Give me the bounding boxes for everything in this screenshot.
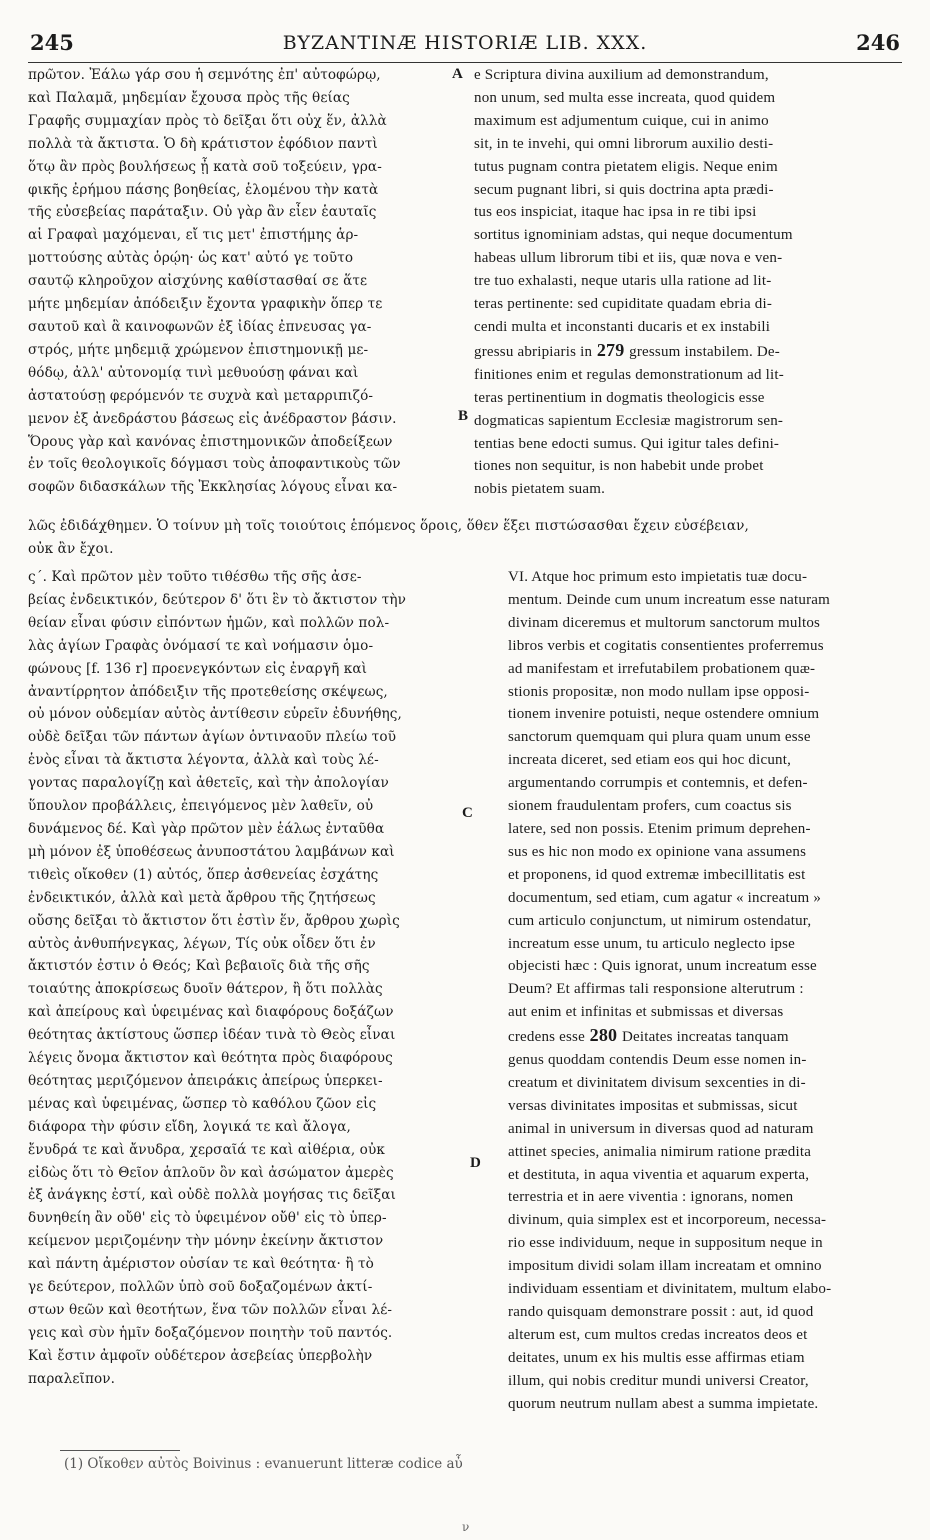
greek-bottom-line: θεότητας μεριζόμενον ἀπειράκις ἀπείρως ὑπερκει- <box>28 1072 383 1089</box>
signature-mark: ν <box>462 1520 470 1534</box>
latin-top-line: teras pertinente: sed cupiditate quadam ebria di- <box>474 296 773 313</box>
greek-bottom-line: ἀναντίρρητον ἀπόδειξιν τῆς προτεθείσης σκέψεως, <box>28 683 388 700</box>
latin-column-bottom <box>508 566 908 1416</box>
greek-top-line: Ὅρους γὰρ καὶ κανόνας ἐπιστημονικῶν ἀποδείξεων <box>28 433 393 450</box>
latin-top-line: maximum est adjumentum cuique, cui in animo <box>474 112 769 129</box>
greek-bottom-line: βείας ἐνδεικτικόν, δεύτερον δ' ὅτι ἓν τὸ ἄκτιστον τὴν <box>28 591 407 608</box>
greek-bottom-line: αὐτὸς ἀνθυπήνεγκας, λέγων, Τίς οὐκ οἶδεν ὅτι ἐν <box>28 935 376 952</box>
running-header <box>28 28 902 63</box>
greek-top-line: σοφῶν διδασκάλων τῆς Ἐκκλησίας λόγους εἶναι κα- <box>28 479 398 496</box>
latin-top-line: teras pertinentium in dogmatis theologicis esse <box>474 389 765 406</box>
latin-top-line: tentias bene edocti sumus. Qui igitur tales defini- <box>474 435 780 452</box>
greek-top-line: ὅτῳ ἂν πρὸς βουλήσεως ᾖ κατὰ σοῦ τοξεύειν, γρα- <box>28 158 382 175</box>
greek-spanning-lines <box>28 515 908 561</box>
latin-bottom-line: terrestria et in aere viventia : ignorans, nomen <box>508 1189 794 1206</box>
latin-top-line: nobis pietatem suam. <box>474 481 606 498</box>
greek-bottom-line: μὴ μόνον ἐξ ὑποθέσεως ἀνυποστάτου λαμβάνων καὶ <box>28 843 395 860</box>
margin-marker-b: B <box>458 408 469 424</box>
latin-top-line-part: gressum instabilem. De- <box>629 343 780 360</box>
greek-bottom-line: μένας καὶ ὑφειμένας, ὥσπερ τὸ καθόλου ζῶον εἰς <box>28 1095 377 1112</box>
latin-bottom-line <box>508 1024 908 1049</box>
latin-top-line <box>474 339 904 364</box>
greek-bottom-line: καὶ ἀπείρους καὶ ὑφειμένας καὶ διαφόρους δοξάζων <box>28 1004 394 1021</box>
greek-top-line: ἐν τοῖς θεολογικοῖς δόγμασι τοὺς ἀποφαντικοὺς τῶν <box>28 456 401 473</box>
latin-bottom-line-part: Deitates increatas tanquam <box>621 1029 789 1046</box>
greek-bottom-line: φώνους [f. 136 r] προενεγκόντων εἰς ἐναργῆ καὶ <box>28 660 368 677</box>
latin-bottom-line: individuam essentiam et divinitatem, multum elabo- <box>508 1281 832 1298</box>
latin-top-line: cendi multa et inconstanti ducaris et ex instabili <box>474 318 771 335</box>
greek-bottom-line: τοιαύτης ἀποκρίσεως δυοῖν θάτερον, ἢ ὅτι πολλὰς <box>28 981 383 998</box>
footnote-rule <box>60 1450 180 1451</box>
latin-bottom-line: versas divinitates impositas et submissas, sicut <box>508 1097 798 1114</box>
latin-top-line: finitiones enim et regulas demonstrationum ad lit- <box>474 366 784 383</box>
greek-bottom-line: θεότητας ἀκτίστους ὥσπερ ἰδέαν τινὰ τὸ Θεὸς εἶναι <box>28 1027 396 1044</box>
greek-bottom-line: ἐνδεικτικόν, ἀλλὰ καὶ μετὰ ἄρθρου τῆς ζητήσεως <box>28 889 376 906</box>
greek-top-line: μενον ἐξ ἀνεδράστου βάσεως εἰς ἀνέδραστον βάσιν. <box>28 410 397 427</box>
latin-bottom-line: et proponens, id quod extremæ imbecillitatis est <box>508 866 806 883</box>
latin-bottom-line: divinum, quia simplex est et incorporeum, necessa- <box>508 1212 827 1229</box>
greek-bottom-line: καὶ πάντη ἀμέριστον οὐσίαν τε καὶ θεότητα· ἢ τὸ <box>28 1256 374 1273</box>
latin-bottom-line: libros verbis et cogitatis consentientes proferremus <box>508 637 824 654</box>
greek-top-line: καὶ Παλαμᾶ, μηδεμίαν ἔχουσα πρὸς τῆς θείας <box>28 89 350 106</box>
latin-bottom-line: documentum, sed etiam, cum agatur « increatum » <box>508 889 822 906</box>
latin-bottom-line: sus es hic non modo ex opinione vana assumens <box>508 843 807 860</box>
page-marker: 279 <box>592 339 630 360</box>
greek-span-line: λῶς ἐδιδάχθημεν. Ὁ τοίνυν μὴ τοῖς τοιούτοις ἑπόμενος ὅροις, ὅθεν ἕξει πιστώσασθαι ἔχειν εὐσέβειαν, <box>28 518 749 534</box>
latin-top-line: tre tuo exhalasti, neque utaris ulla ratione ad lit- <box>474 273 772 290</box>
latin-column-top <box>474 64 904 501</box>
latin-bottom-line: increata diceret, sed etiam eos qui hoc dicunt, <box>508 752 792 769</box>
latin-bottom-line: creatum et divinitatem divisum sexcenties in di- <box>508 1074 806 1091</box>
latin-bottom-line: sionem fraudulentam profers, cum coactus sis <box>508 798 792 815</box>
latin-bottom-line-part: credens esse <box>508 1029 585 1046</box>
latin-bottom-line: mentum. Deinde cum unum increatum esse naturam <box>508 591 831 608</box>
greek-bottom-line: διάφορα τὴν φύσιν εἴδη, λογικά τε καὶ ἄλογα, <box>28 1118 351 1135</box>
latin-top-line: non unum, sed multa esse increata, quod quidem <box>474 89 776 106</box>
greek-bottom-line: γε δεύτερον, πολλῶν ὑπὸ σοῦ δοξαζομένων ἀκτί- <box>28 1279 373 1296</box>
latin-bottom-line: increatum esse unum, tu articulo neglecto ipse <box>508 935 796 952</box>
latin-bottom-line: VI. Atque hoc primum esto impietatis tuæ docu- <box>508 569 808 585</box>
latin-bottom-line: attinet species, animalia nimirum ratione prædita <box>508 1143 812 1160</box>
greek-top-line: θόδῳ, ἀλλ' αὐτονομίᾳ τινὶ μεθυούσῃ φάναι καὶ <box>28 364 359 381</box>
latin-bottom-line: rio esse individuum, neque in suppositum neque in <box>508 1235 823 1252</box>
greek-top-line: τῆς εὐσεβείας παράταξιν. Οὐ γὰρ ἂν εἶεν ἑαυταῖς <box>28 204 377 221</box>
greek-bottom-line: στων θεῶν καὶ θεοτήτων, ἕνα τῶν πολλῶν εἶναι λέ- <box>28 1302 393 1318</box>
latin-top-line: tiones non sequitur, is non habebit unde probet <box>474 458 764 475</box>
latin-top-line: tutus pugnam contra pietatem eligis. Neque enim <box>474 158 778 175</box>
margin-marker-a: A <box>452 66 463 82</box>
greek-bottom-line: δυνηθείη ἂν οὔθ' εἰς τὸ ὑφειμένον οὔθ' εἰς τὸ ὑπερ- <box>28 1210 387 1227</box>
greek-top-line: σαυτοῦ καὶ ἃ καινοφωνῶν ἐξ ἰδίας ἐπνευσας γα- <box>28 318 372 335</box>
page-number-left: 245 <box>30 30 74 55</box>
greek-top-line: πρῶτον. Ἐάλω γάρ σου ἡ σεμνότης ἐπ' αὐτοφώρῳ, <box>28 67 381 83</box>
greek-column-top <box>28 64 468 499</box>
greek-bottom-line: λέγεις ὄνομα ἄκτιστον καὶ θεότητα πρὸς διαφόρους <box>28 1050 393 1067</box>
greek-bottom-line: ἔνυδρά τε καὶ ἄνυδρα, χερσαῖά τε καὶ αἰθέρια, οὐκ <box>28 1141 385 1158</box>
page-marker: 280 <box>584 1025 622 1046</box>
latin-top-line: sit, in te invehi, qui omni librorum auxilio desti- <box>474 135 774 152</box>
greek-top-line: σαυτῷ κληροῦχον αἰσχύνης καθίστασθαί σε ἅτε <box>28 273 368 290</box>
latin-top-line-part: gressu abripiaris in <box>474 343 593 360</box>
latin-top-line: secum pugnant libri, si quis doctrina apta prædi- <box>474 181 774 198</box>
latin-bottom-line: argumentando corrumpis et contemnis, et defen- <box>508 775 808 792</box>
greek-bottom-line: λὰς ἁγίων Γραφὰς ὀνόμασί τε καὶ νοήμασιν ὁμο- <box>28 637 374 654</box>
latin-bottom-line: et destituta, in aqua viventia et aquarum experta, <box>508 1166 810 1183</box>
greek-column-bottom <box>28 566 468 1391</box>
latin-bottom-line: genus quoddam contendis Deum esse nomen in- <box>508 1052 807 1069</box>
latin-top-line: tus eos inspiciat, itaque hac ipsa in re tibi ipsi <box>474 204 757 221</box>
greek-bottom-line: οὔσης δεῖξαι τὸ ἄκτιστον ὅτι ἐστὶν ἕν, ἄρθρου χωρὶς <box>28 912 400 929</box>
footnote: (1) Οἴκοθεν αὐτὸς Boivinus : evanuerunt litteræ codice aὖ <box>64 1456 463 1472</box>
latin-bottom-line: sanctorum quemquam qui plura quam unum esse <box>508 729 811 746</box>
greek-top-line: αἱ Γραφαὶ μαχόμεναι, εἴ τις μετ' ἐπιστήμης ἁρ- <box>28 227 359 244</box>
greek-bottom-line: θείαν εἶναι φύσιν εἰπόντων ἡμῶν, καὶ πολλῶν πολ- <box>28 614 390 631</box>
greek-top-line: μήτε μηδεμίαν ἀπόδειξιν ἔχοντα γραφικὴν ὅπερ τε <box>28 296 383 313</box>
latin-top-line: habeas ullum librorum tibi et iis, quæ nova e ven- <box>474 250 783 267</box>
margin-marker-c: C <box>462 805 473 821</box>
greek-top-line: πολλὰ τὰ ἄκτιστα. Ὁ δὴ κράτιστον ἐφόδιον παντὶ <box>28 135 378 152</box>
greek-span-line: οὐκ ἂν ἔχοι. <box>28 540 114 557</box>
greek-top-line: μοττούσης αὐτὰς ὁρῴη· ὡς κατ' αὐτό γε τοῦτο <box>28 250 354 267</box>
greek-top-line: στρός, μήτε μηδεμιᾷ χρώμενον ἐπιστημονικῇ με- <box>28 341 369 358</box>
greek-bottom-line: τιθεὶς οἴκοθεν (1) αὐτός, ὅπερ ἀσθενείας ἐσχάτης <box>28 866 379 883</box>
latin-bottom-line: divinam diceremus et multorum sanctorum multos <box>508 614 821 631</box>
latin-bottom-line: alterum est, cum multos credas increatos deos et <box>508 1326 808 1343</box>
greek-bottom-line: ἑνὸς εἶναι τὰ ἄκτιστα λέγοντα, ἀλλὰ καὶ τοὺς λέ- <box>28 752 379 769</box>
latin-bottom-line: objecisti hæc : Quis ignorat, unum increatum esse <box>508 958 817 975</box>
greek-top-line: Γραφῆς συμμαχίαν πρὸς τὸ δεῖξαι ὅτι οὐχ ἕν, ἀλλὰ <box>28 112 387 129</box>
latin-bottom-line: quorum neutrum nullam abest a summa impietate. <box>508 1395 819 1412</box>
page-number-right: 246 <box>856 30 900 55</box>
latin-bottom-line: illum, qui nobis creditur mundi universi Creator, <box>508 1372 809 1389</box>
greek-bottom-line: γεις καὶ σὺν ἡμῖν δοξαζόμενον ποιητὴν τοῦ παντός. <box>28 1324 393 1341</box>
margin-marker-d: D <box>470 1155 481 1171</box>
latin-bottom-line: deitates, unum ex his multis esse affirmas etiam <box>508 1349 805 1366</box>
greek-bottom-line: δυνάμενος δέ. Καὶ γὰρ πρῶτον μὲν ἑάλως ἐνταῦθα <box>28 820 385 837</box>
latin-bottom-line: animal in universum in diversas quod ad naturam <box>508 1120 814 1137</box>
greek-bottom-line: Καὶ ἔστιν ἀμφοῖν οὐδέτερον ἀσεβείας ὑπερβολὴν <box>28 1347 373 1364</box>
latin-bottom-line: tionem invenire potuisti, neque ostendere omnium <box>508 706 820 723</box>
greek-top-line: φικῆς ἐρήμου πάσης βοηθείας, ἑλομένου τὴν κατὰ <box>28 181 379 198</box>
latin-bottom-line: aut enim et infinitas et submissas et diversas <box>508 1004 784 1021</box>
latin-top-line: dogmaticas sapientum Ecclesiæ magistrorum sen- <box>474 412 784 429</box>
latin-bottom-line: impositum dividi solam illam increatam et omnino <box>508 1258 822 1275</box>
latin-bottom-line: Deum? Et affirmas tali responsione alterutrum : <box>508 981 804 998</box>
greek-bottom-line: οὐ μόνον οὐδεμίαν αὐτὸς ἀντίθεσιν εὑρεῖν ἐδυνήθης, <box>28 706 402 723</box>
greek-top-line: ἀστατούσῃ φερόμενόν τε συχνὰ καὶ μεταρριπιζό- <box>28 387 374 404</box>
latin-top-line: e Scriptura divina auxilium ad demonstrandum, <box>474 67 769 83</box>
greek-bottom-line: ἐξ ἀνάγκης ἐστί, καὶ οὐδὲ πολλὰ μογήσας τις δεῖξαι <box>28 1187 396 1204</box>
latin-bottom-line: cum articulo conjunctum, ut nimirum ostendatur, <box>508 912 812 929</box>
greek-bottom-line: ς΄. Καὶ πρῶτον μὲν τοῦτο τιθέσθω τῆς σῆς ἀσε- <box>28 569 362 585</box>
greek-bottom-line: οὐδὲ δεῖξαι τῶν πάντων ἁγίων ὁντιναοῦν πλείω τοῦ <box>28 729 397 746</box>
greek-bottom-line: παραλεῖπον. <box>28 1370 116 1387</box>
greek-bottom-line: κείμενον μεριζομένην τὴν μόνην ἐκείνην ἄκτιστον <box>28 1233 384 1250</box>
greek-bottom-line: γοντας παραλογίζῃ καὶ ἀθετεῖς, καὶ τὴν ἀπολογίαν <box>28 775 389 792</box>
latin-top-line: sortitus ignominiam adstas, qui neque documentum <box>474 227 793 244</box>
greek-bottom-line: ὕπουλον προβάλλεις, ἐπειγόμενος μὲν λαθεῖν, οὐ <box>28 798 374 815</box>
latin-bottom-line: stionis propositæ, non modo nullam ipse opposi- <box>508 683 810 700</box>
latin-bottom-line: rando quisquam demonstrare possit : aut, id quod <box>508 1304 814 1320</box>
latin-bottom-line: latere, sed non possis. Etenim primum deprehen- <box>508 820 811 837</box>
greek-bottom-line: εἰδὼς ὅτι τὸ Θεῖον ἁπλοῦν ὂν καὶ ἀσώματον ἀμερὲς <box>28 1164 394 1181</box>
latin-bottom-line: ad manifestam et irrefutabilem probationem quæ- <box>508 660 816 677</box>
running-title: BYZANTINÆ HISTORIÆ LIB. XXX. <box>282 32 648 54</box>
greek-bottom-line: ἄκτιστόν ἐστιν ὁ Θεός; Καὶ βεβαιοῖς διὰ τῆς σῆς <box>28 958 370 975</box>
